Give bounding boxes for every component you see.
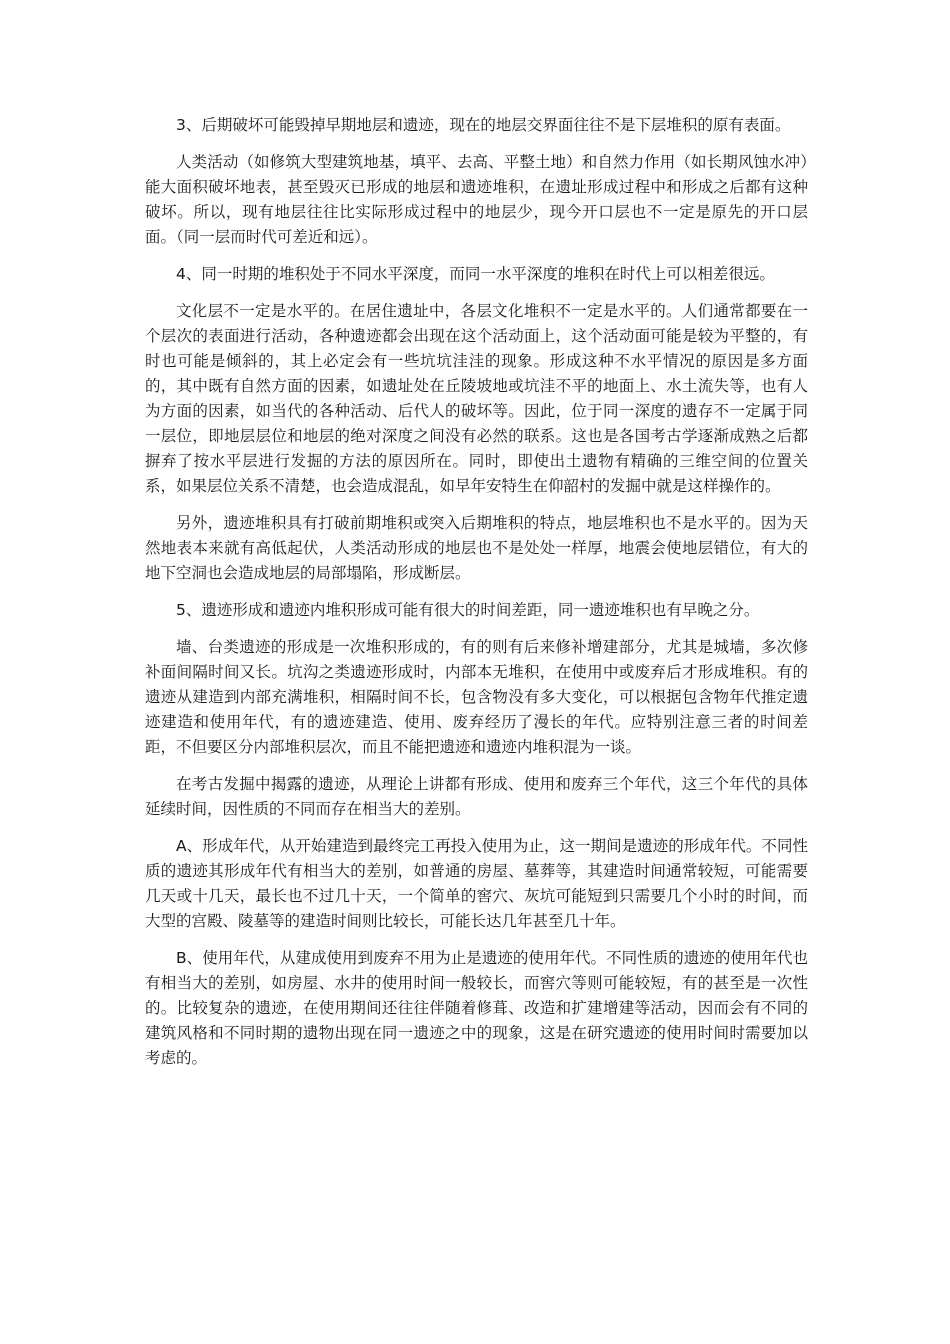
paragraph-usage-date: B、使用年代，从建成使用到废弃不用为止是遗迹的使用年代。不同性质的遗迹的使用年代也有相当大的差别，如房屋、水井的使用时间一般较长，而窖穴等则可能较短，有的甚至是一次性的。比较复杂的遗迹，在使用期间还往往伴随着修葺、改造和扩建增建等活动，因而会有不同的建筑风格和不同时期的遗物出现在同一遗迹之中的现象，这是在研究遗迹的使用时间时需要加以考虑的。 bbox=[145, 949, 808, 1067]
paragraph-point-5: 5、遗迹形成和遗迹内堆积形成可能有很大的时间差距，同一遗迹堆积也有早晚之分。 bbox=[176, 601, 760, 619]
paragraph-point-3: 3、后期破坏可能毁掉早期地层和遗迹，现在的地层交界面往往不是下层堆积的原有表面。 bbox=[176, 116, 791, 134]
paragraph-cultural-layer: 文化层不一定是水平的。在居住遗址中，各层文化堆积不一定是水平的。人们通常都要在一个层次的表面进行活动，各种遗迹都会出现在这个活动面上，这个活动面可能是较为平整的，有时也可能是倾斜的，其上必定会有一些坑坑洼洼的现象。形成这种不水平情况的原因是多方面的，其中既有自然方面的因素，如遗址处在丘陵坡地或坑洼不平的地面上、水土流失等，也有人为方面的因素，如当代的各种活动、后代人的破坏等。因此，位于同一深度的遗存不一定属于同一层位，即地层层位和地层的绝对深度之间没有必然的联系。这也是各国考古学逐渐成熟之后都摒弃了按水平层进行发掘的方法的原因所在。同时，即使出土遗物有精确的三维空间的位置关系，如果层位关系不清楚，也会造成混乱，如早年安特生在仰韶村的发掘中就是这样操作的。 bbox=[145, 302, 808, 495]
paragraph-formation-date: A、形成年代，从开始建造到最终完工再投入使用为止，这一期间是遗迹的形成年代。不同性质的遗迹其形成年代有相当大的差别，如普通的房屋、墓葬等，其建造时间通常较短，可能需要几天或十几天，最长也不过几十天，一个简单的窖穴、灰坑可能短到只需要几个小时的时间，而大型的宫殿、陵墓等的建造时间则比较长，可能长达几年甚至几十年。 bbox=[145, 837, 808, 930]
document-page bbox=[145, 113, 808, 1083]
paragraph-walls-platforms: 墙、台类遗迹的形成是一次堆积形成的，有的则有后来修补增建部分，尤其是城墙，多次修补面间隔时间又长。坑沟之类遗迹形成时，内部本无堆积，在使用中或废弃后才形成堆积。有的遗迹从建造到内部充满堆积，相隔时间不长，包含物没有多大变化，可以根据包含物年代推定遗迹建造和使用年代，有的遗迹建造、使用、废弃经历了漫长的年代。应特别注意三者的时间差距，不但要区分内部堆积层次，而且不能把遗迹和遗迹内堆积混为一谈。 bbox=[145, 638, 808, 756]
paragraph-additionally: 另外，遗迹堆积具有打破前期堆积或突入后期堆积的特点，地层堆积也不是水平的。因为天然地表本来就有高低起伏，人类活动形成的地层也不是处处一样厚，地震会使地层错位，有大的地下空洞也会造成地层的局部塌陷，形成断层。 bbox=[145, 514, 808, 582]
paragraph-human-activity: 人类活动（如修筑大型建筑地基，填平、去高、平整土地）和自然力作用（如长期风蚀水冲）能大面积破坏地表，甚至毁灭已形成的地层和遗迹堆积，在遗址形成过程中和形成之后都有这种破坏。所以，现有地层往往比实际形成过程中的地层少，现今开口层也不一定是原先的开口层面。（同一层而时代可差近和远）。 bbox=[145, 153, 808, 246]
paragraph-three-dates: 在考古发掘中揭露的遗迹，从理论上讲都有形成、使用和废弃三个年代，这三个年代的具体延续时间，因性质的不同而存在相当大的差别。 bbox=[145, 775, 808, 818]
paragraph-point-4: 4、同一时期的堆积处于不同水平深度，而同一水平深度的堆积在时代上可以相差很远。 bbox=[176, 265, 775, 283]
